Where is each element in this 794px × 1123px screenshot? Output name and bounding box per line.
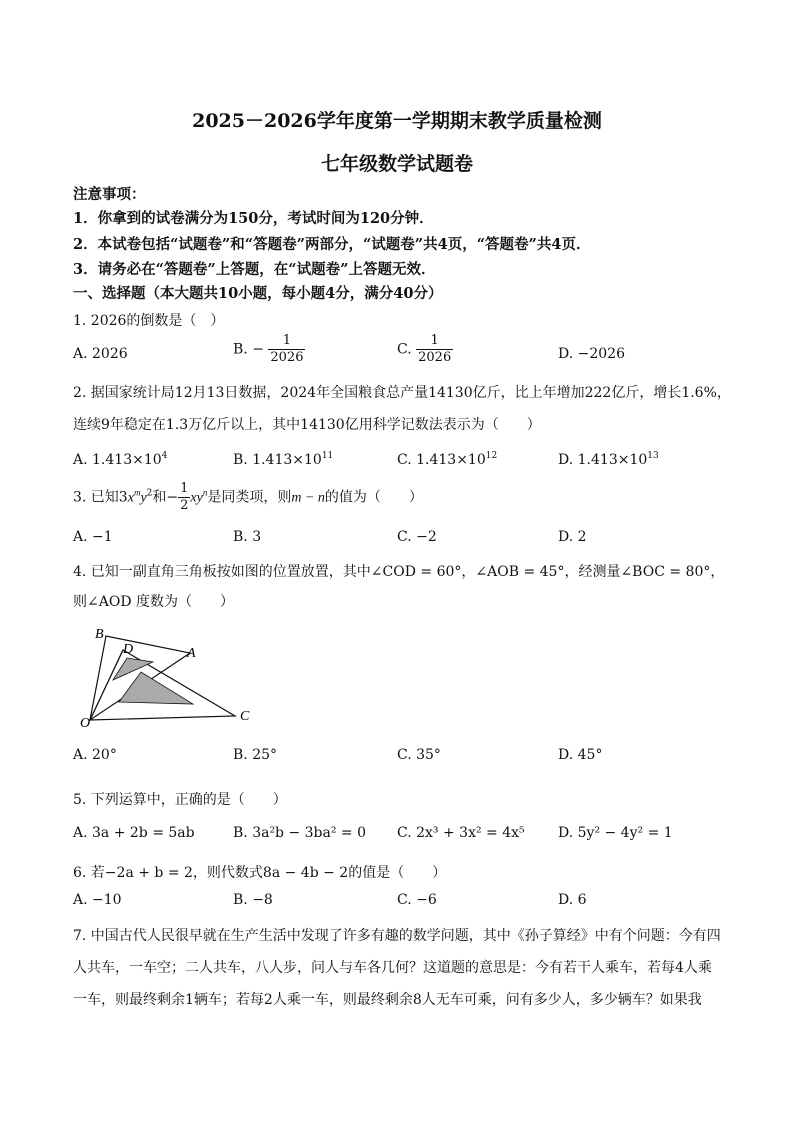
inner-shaded-triangle-2 bbox=[119, 672, 193, 704]
question-5-option-b: B. 3a²b − 3ba² = 0 bbox=[233, 825, 367, 841]
notice-item: 3．请务必在“答题卷”上答题，在“试题卷”上答题无效． bbox=[73, 261, 436, 278]
question-2-line: 连续9年稳定在1.3万亿斤以上，其中14130亿用科学记数法表示为（ ） bbox=[73, 417, 541, 433]
question-3-option-a: A. −1 bbox=[73, 529, 113, 545]
question-2-option-a: A. $1.413\times 10^4$ bbox=[73, 451, 168, 468]
point-label-d: D bbox=[123, 642, 134, 657]
fraction: $\frac{1}{2026}$ bbox=[270, 333, 304, 365]
question-3-stem: 3. 已知$3x^my^2$和− $\frac{1}{2}$ $xy^n$是同类项，则m − n的值为（ ） bbox=[73, 481, 423, 513]
question-7-line: 人共车，一车空；二人共车，八人步，问人与车各几何？这道题的意思是：今有若干人乘车，若每4人乘 bbox=[73, 960, 712, 976]
point-label-a: A bbox=[187, 646, 196, 661]
question-5-option-d: D. 5y² − 4y² = 1 bbox=[558, 825, 673, 841]
question-1-option-c: C. $\frac{1}{2026}$ bbox=[397, 333, 452, 365]
question-6-option-a: A. −10 bbox=[73, 892, 122, 908]
question-6-stem: 6. 若−2a + b = 2，则代数式8a − 4b − 2的值是（ ） bbox=[73, 865, 447, 881]
question-2-option-c: C. $1.413\times 10^{12}$ bbox=[397, 451, 498, 468]
question-1-option-d: D. −2026 bbox=[558, 346, 625, 362]
question-7-line: 一车，则最终剩余1辆车；若每2人乘一车，则最终剩余8人无车可乘，问有多少人，多少辆车？如果我 bbox=[73, 992, 702, 1008]
question-4-line: 则∠AOD 度数为（ ） bbox=[73, 594, 234, 610]
fraction: $\frac{1}{2026}$ bbox=[418, 333, 452, 365]
question-1-stem: 1. 2026的倒数是（ ） bbox=[73, 313, 225, 329]
exam-title: 2025－2026学年度第一学期期末教学质量检测 bbox=[192, 110, 602, 132]
triangle-ruler-figure bbox=[75, 620, 265, 730]
question-6-option-c: C. −6 bbox=[397, 892, 437, 908]
question-2-line: 2. 据国家统计局12月13日数据，2024年全国粮食总产量14130亿斤，比上年增加222亿斤，增长1.6%， bbox=[73, 385, 731, 401]
question-3-option-d: D. 2 bbox=[558, 529, 587, 545]
exam-subtitle: 七年级数学试题卷 bbox=[320, 153, 473, 175]
question-1-option-a: A. 2026 bbox=[73, 346, 128, 362]
question-7-line: 7. 中国古代人民很早就在生产生活中发现了许多有趣的数学问题，其中《孙子算经》中有个问题：今有四 bbox=[73, 928, 721, 944]
question-6-option-d: D. 6 bbox=[558, 892, 587, 908]
notice-item: 1．你拿到的试卷满分为150分，考试时间为120分钟． bbox=[73, 210, 434, 227]
question-2-option-b: B. $1.413\times 10^{11}$ bbox=[233, 451, 334, 468]
question-3-option-c: C. −2 bbox=[397, 529, 437, 545]
question-2-option-d: D. $1.413\times 10^{13}$ bbox=[558, 451, 659, 468]
question-3-option-b: B. 3 bbox=[233, 529, 262, 545]
question-5-option-a: A. 3a + 2b = 5ab bbox=[73, 825, 195, 841]
question-5-option-c: C. 2x³ + 3x² = 4x⁵ bbox=[397, 825, 525, 841]
point-label-o: O bbox=[80, 716, 91, 730]
question-6-option-b: B. −8 bbox=[233, 892, 273, 908]
point-label-c: C bbox=[240, 709, 250, 724]
question-4-option-a: A. 20° bbox=[73, 747, 117, 763]
question-4-line: 4. 已知一副直角三角板按如图的位置放置，其中∠COD = 60°，∠AOB = 45°，经测量∠BOC = 80°， bbox=[73, 564, 725, 580]
question-4-option-b: B. 25° bbox=[233, 747, 278, 763]
point-label-b: B bbox=[95, 627, 104, 642]
fraction: $\frac{1}{2}$ bbox=[180, 481, 189, 513]
section-heading: 一、选择题（本大题共10小题，每小题4分，满分40分） bbox=[73, 285, 443, 302]
question-1-option-b: B. − $\frac{1}{2026}$ bbox=[233, 333, 304, 365]
question-4-option-d: D. 45° bbox=[558, 747, 603, 763]
question-5-stem: 5. 下列运算中，正确的是（ ） bbox=[73, 792, 287, 808]
notice-item: 2．本试卷包括“试题卷”和“答题卷”两部分，“试题卷”共4页，“答题卷”共4页． bbox=[73, 236, 591, 253]
notice-heading: 注意事项： bbox=[73, 186, 146, 203]
question-4-option-c: C. 35° bbox=[397, 747, 441, 763]
